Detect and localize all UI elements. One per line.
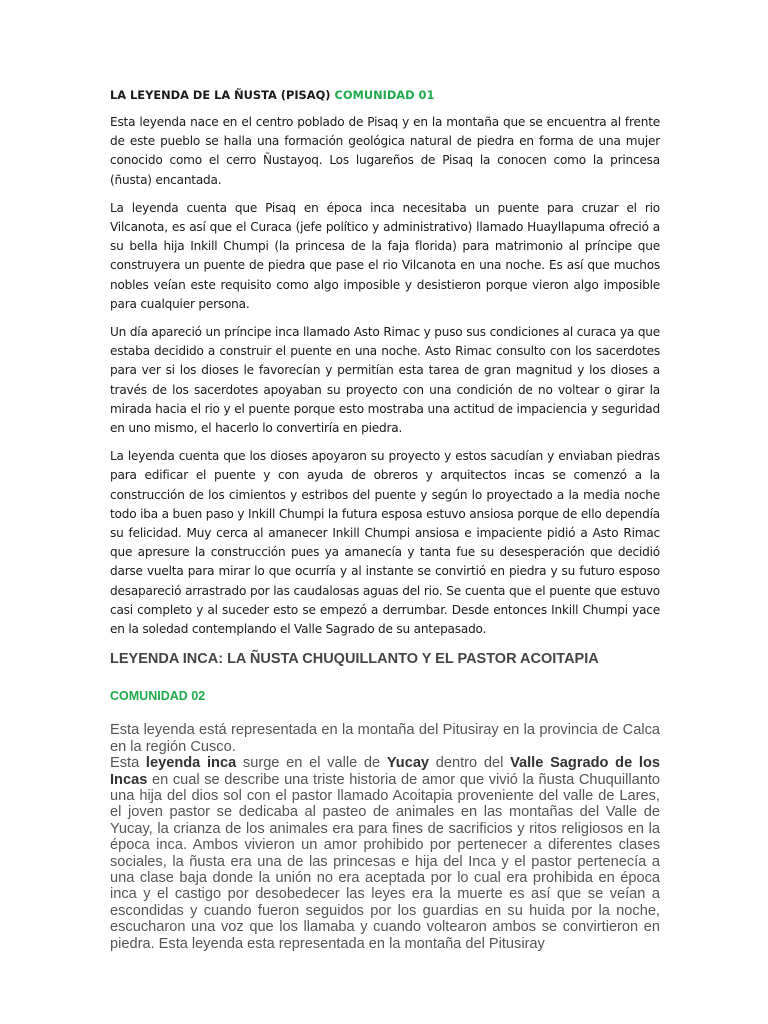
section-heading: LEYENDA INCA: LA ÑUSTA CHUQUILLANTO Y EL PASTOR ACOITAPIA <box>110 651 599 668</box>
community-label: COMUNIDAD 02 <box>110 689 206 704</box>
section2-body <box>110 755 660 952</box>
document-title <box>110 86 660 104</box>
paragraph-2: La leyenda cuenta que Pisaq en época inca necesitaba un puente para cruzar el rio Vilcanota, es así que el Curaca (jefe político y administrativo) llamado Huayllapuma ofreció a su bella hija Inkill Chumpi (la princesa de la faja florida) para matrimonio al príncipe que construyera un puente de piedra que pase el rio Vilcanota en una noche. Es así que muchos nobles veían este requisito como algo imposible y desistieron porque vieron algo imposible para cualquier persona. <box>110 200 660 311</box>
body-text-segment: en cual se describe una triste historia de amor que vivió la ñusta Chuquillanto una hija del dios sol con el pastor llamado Acoitapia proveniente del valle de Lares, el joven pastor se dedicaba al pasteo de animales en las montañas del Valle de Yucay, la crianza de los animales era para fines de sacrificios y ritos religiosos en la época inca. Ambos vivieron un amor prohibido por pertenecer a diferentes clases sociales, la ñusta era una de las princesas e hija del Inca y el pastor pertenecía a una clase baja donde la unión no era aceptada por lo cual era prohibida en época inca y el castigo por desobedecer las leyes era la muerte es así que se veían a escondidas y cuando fueron seguidos por los guardias en su huida por la noche, escucharon una voz que los llamaba y cuando voltearon ambos se convirtieron en piedra. Esta leyenda esta representada en la montaña del Pitusiray <box>110 771 660 952</box>
body-text-segment: dentro del <box>429 755 511 772</box>
title-community-label: COMUNIDAD 01 <box>334 88 435 102</box>
bold-term-yucay: Yucay <box>386 755 430 772</box>
paragraph-1: Esta leyenda nace en el centro poblado de Pisaq y en la montaña que se encuentra al frente de este pueblo se halla una formación geológica natural de piedra en forma de una mujer conocido como el cerro Ñustayoq. Los lugareños de Pisaq la conocen como la princesa (ñusta) encantada. <box>110 115 660 187</box>
title-main: LA LEYENDA DE LA ÑUSTA (PISAQ) <box>110 88 331 102</box>
bold-term-valle-sagrado: Valle Sagrado de los Incas <box>110 755 661 788</box>
paragraph-3: Un día apareció un príncipe inca llamado Asto Rimac y puso sus condiciones al curaca ya que estaba decidido a construir el puente en una noche. Asto Rimac consulto con los sacerdotes para ver si los dioses le favorecían y permitían esta tarea de gran magnitud y los dioses a través de los sacerdotes apoyaban su proyecto con una condición de no voltear o girar la mirada hacia el rio y el puente porque esto mostraba una actitud de impaciencia y seguridad en uno mismo, el hacerlo lo convertiría en piedra. <box>110 325 660 436</box>
document-page <box>110 86 660 952</box>
body-text-segment: Esta <box>110 755 146 772</box>
paragraph-4: La leyenda cuenta que los dioses apoyaron su proyecto y estos sacudían y enviaban piedras para edificar el puente y con ayuda de obreros y arquitectos incas se comenzó a la construcción de los cimientos y estribos del puente y según lo proyectado a la media noche todo iba a buen paso y Inkill Chumpi la futura esposa estuvo ansiosa porque de ello dependía su felicidad. Muy cerca al amanecer Inkill Chumpi ansiosa e impaciente pidió a Asto Rimac que apresure la construcción pues ya amanecía y tanta fue su desesperación que decidió darse vuelta para mirar lo que ocurría y al instante se convirtió en piedra y su futuro esposo desapareció arrastrado por las caudalosas aguas del rio. Se cuenta que el puente que estuvo casi completo y al suceder esto se empezó a derrumbar. Desde entonces Inkill Chumpi yace en la soledad contemplando el Valle Sagrado de su antepasado. <box>110 449 660 637</box>
bold-term-leyenda-inca: leyenda inca <box>145 755 237 772</box>
section2-intro: Esta leyenda está representada en la montaña del Pitusiray en la provincia de Calca en la región Cusco. <box>110 722 660 755</box>
body-text-segment: surge en el valle de <box>236 755 387 772</box>
